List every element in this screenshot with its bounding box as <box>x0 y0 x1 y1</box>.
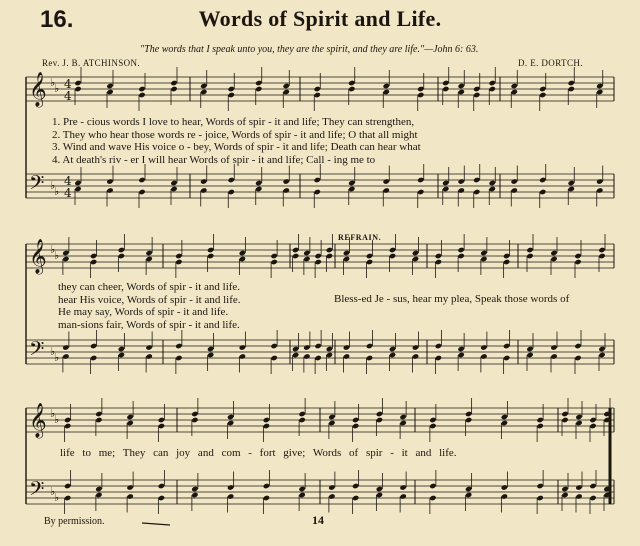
note-head <box>64 483 71 489</box>
note-head <box>352 483 359 489</box>
note-head <box>511 89 518 95</box>
hymn-title: Words of Spirit and Life. <box>198 6 442 31</box>
scripture-epigraph: "The words that I speak unto you, they are the spirit, and they are life."—John 6: 63. <box>140 44 479 55</box>
note-head <box>126 493 133 499</box>
time-signature: 4 <box>64 77 72 91</box>
note-head <box>568 186 575 192</box>
note-head <box>326 253 333 259</box>
note-head <box>511 83 518 89</box>
note-head <box>64 495 71 501</box>
note-head <box>574 259 581 265</box>
note-head <box>255 80 262 86</box>
note-head <box>228 177 235 183</box>
note-head <box>536 483 543 489</box>
note-head <box>106 187 113 193</box>
note-head <box>303 256 310 262</box>
note-head <box>435 253 442 259</box>
note-head <box>191 411 198 417</box>
note-head <box>526 346 533 352</box>
note-head <box>64 417 71 423</box>
note-head <box>598 346 605 352</box>
note-head <box>429 495 436 501</box>
note-head <box>255 180 262 186</box>
note-head <box>511 178 518 184</box>
note-head <box>145 256 152 262</box>
note-head <box>501 420 508 426</box>
note-head <box>526 352 533 358</box>
note-head <box>239 256 246 262</box>
note-head <box>429 423 436 429</box>
note-head <box>314 92 321 98</box>
note-head <box>536 495 543 501</box>
note-head <box>389 346 396 352</box>
note-head <box>95 411 102 417</box>
note-head <box>170 180 177 186</box>
note-head <box>158 483 165 489</box>
note-head <box>343 250 350 256</box>
note-head <box>598 352 605 358</box>
refrain-label: REFRAIN. <box>338 233 382 242</box>
hymn-number: 16. <box>40 6 74 33</box>
note-head <box>568 80 575 86</box>
note-head <box>376 486 383 492</box>
note-head <box>263 423 270 429</box>
note-head <box>239 344 246 350</box>
note-head <box>95 486 102 492</box>
bass-clef-icon: 𝄢 <box>29 171 45 199</box>
note-head <box>292 346 299 352</box>
note-head <box>568 86 575 92</box>
note-head <box>442 80 449 86</box>
note-head <box>200 178 207 184</box>
system3-lyric: life to me; They can joy and com - fort give; Words of spir - it and life. <box>60 447 457 459</box>
note-head <box>343 256 350 262</box>
note-head <box>489 86 496 92</box>
note-head <box>314 177 321 183</box>
note-head <box>596 178 603 184</box>
note-head <box>227 420 234 426</box>
note-head <box>539 177 546 183</box>
note-head <box>417 177 424 183</box>
flat-icon: ♭ <box>54 351 60 364</box>
note-head <box>170 186 177 192</box>
note-head <box>191 417 198 423</box>
note-head <box>596 83 603 89</box>
note-head <box>376 492 383 498</box>
footer-rule <box>142 523 170 525</box>
note-head <box>126 414 133 420</box>
note-head <box>90 259 97 265</box>
note-head <box>314 355 321 361</box>
note-head <box>489 80 496 86</box>
note-head <box>489 186 496 192</box>
page-number: 14 <box>312 513 324 527</box>
note-head <box>314 86 321 92</box>
note-head <box>526 247 533 253</box>
note-head <box>263 483 270 489</box>
note-head <box>138 177 145 183</box>
note-head <box>74 80 81 86</box>
note-head <box>145 353 152 359</box>
note-head <box>138 92 145 98</box>
note-head <box>511 187 518 193</box>
note-head <box>228 86 235 92</box>
note-head <box>366 253 373 259</box>
note-head <box>465 492 472 498</box>
note-head <box>126 420 133 426</box>
note-head <box>412 353 419 359</box>
note-head <box>314 343 321 349</box>
note-head <box>412 250 419 256</box>
note-head <box>561 417 568 423</box>
note-head <box>550 344 557 350</box>
permission-note: By permission. <box>44 516 105 527</box>
note-head <box>200 89 207 95</box>
note-head <box>352 423 359 429</box>
note-head <box>550 250 557 256</box>
note-head <box>270 253 277 259</box>
note-head <box>575 414 582 420</box>
note-head <box>348 186 355 192</box>
note-head <box>90 343 97 349</box>
note-head <box>383 187 390 193</box>
note-head <box>200 187 207 193</box>
note-head <box>298 417 305 423</box>
flat-icon: ♭ <box>50 407 56 420</box>
note-head <box>352 417 359 423</box>
note-head <box>175 343 182 349</box>
verse-4-line: man-sions fair, Words of spir - it and life. <box>58 318 240 331</box>
note-head <box>536 417 543 423</box>
note-head <box>303 353 310 359</box>
note-head <box>598 253 605 259</box>
note-head <box>191 486 198 492</box>
note-head <box>326 346 333 352</box>
note-head <box>429 417 436 423</box>
note-head <box>412 256 419 262</box>
note-head <box>95 417 102 423</box>
note-head <box>589 417 596 423</box>
note-head <box>207 346 214 352</box>
note-head <box>62 344 69 350</box>
note-head <box>399 414 406 420</box>
note-head <box>389 253 396 259</box>
note-head <box>138 189 145 195</box>
verse-2-line: 2. They who hear those words re - joice, Words of spir - it and life; O that all might <box>52 128 418 141</box>
note-head <box>501 414 508 420</box>
note-head <box>255 186 262 192</box>
note-head <box>366 343 373 349</box>
verse-4-line: 4. At death's riv - er I will hear Words of spir - it and life; Call - ing me to <box>52 153 376 166</box>
note-head <box>503 355 510 361</box>
note-head <box>458 187 465 193</box>
note-head <box>145 344 152 350</box>
note-head <box>270 355 277 361</box>
note-head <box>383 178 390 184</box>
note-head <box>366 355 373 361</box>
note-head <box>417 189 424 195</box>
note-head <box>263 495 270 501</box>
note-head <box>62 353 69 359</box>
system1-verses <box>52 116 421 166</box>
note-head <box>106 178 113 184</box>
note-head <box>314 259 321 265</box>
refrain-lyric: Bless-ed Je - sus, hear my plea, Speak those words of <box>334 293 570 305</box>
note-head <box>270 343 277 349</box>
note-head <box>561 411 568 417</box>
note-head <box>442 180 449 186</box>
note-head <box>326 247 333 253</box>
note-head <box>207 352 214 358</box>
note-head <box>95 492 102 498</box>
note-head <box>239 250 246 256</box>
note-head <box>465 417 472 423</box>
note-head <box>158 423 165 429</box>
time-signature: 4 <box>64 174 72 188</box>
flat-icon: ♭ <box>50 179 56 192</box>
note-head <box>389 247 396 253</box>
note-head <box>399 484 406 490</box>
note-head <box>589 483 596 489</box>
note-head <box>292 352 299 358</box>
note-head <box>480 344 487 350</box>
note-head <box>458 178 465 184</box>
note-head <box>589 423 596 429</box>
note-head <box>399 493 406 499</box>
note-head <box>465 486 472 492</box>
note-head <box>74 186 81 192</box>
note-head <box>138 86 145 92</box>
note-head <box>539 92 546 98</box>
note-head <box>383 89 390 95</box>
note-head <box>255 86 262 92</box>
treble-clef-icon: 𝄞 <box>29 72 47 107</box>
note-head <box>228 189 235 195</box>
note-head <box>207 247 214 253</box>
note-head <box>503 343 510 349</box>
note-head <box>126 484 133 490</box>
flat-icon: ♭ <box>54 491 60 504</box>
note-head <box>435 259 442 265</box>
note-head <box>298 492 305 498</box>
note-head <box>480 353 487 359</box>
note-head <box>191 492 198 498</box>
system2-verses <box>58 281 241 331</box>
note-head <box>383 83 390 89</box>
note-head <box>328 493 335 499</box>
note-head <box>145 250 152 256</box>
note-head <box>598 247 605 253</box>
note-head <box>283 83 290 89</box>
note-head <box>417 86 424 92</box>
treble-clef-icon: 𝄞 <box>29 403 47 438</box>
note-head <box>175 355 182 361</box>
note-head <box>539 86 546 92</box>
note-head <box>64 423 71 429</box>
note-head <box>501 484 508 490</box>
verse-2-line: hear His voice, Words of spir - it and life. <box>58 293 241 306</box>
note-head <box>376 417 383 423</box>
note-head <box>412 344 419 350</box>
note-head <box>458 89 465 95</box>
note-head <box>228 92 235 98</box>
lyricist-credit: Rev. J. B. ATCHINSON. <box>42 58 141 68</box>
time-signature: 4 <box>64 89 72 103</box>
note-head <box>62 256 69 262</box>
note-head <box>536 423 543 429</box>
note-head <box>568 180 575 186</box>
note-head <box>170 80 177 86</box>
note-head <box>575 420 582 426</box>
note-head <box>348 86 355 92</box>
note-head <box>575 493 582 499</box>
note-head <box>526 253 533 259</box>
note-head <box>465 411 472 417</box>
bass-clef-icon: 𝄢 <box>29 477 45 505</box>
time-signature: 4 <box>64 186 72 200</box>
note-head <box>539 189 546 195</box>
note-head <box>62 250 69 256</box>
note-head <box>303 250 310 256</box>
note-head <box>343 353 350 359</box>
bass-clef-icon: 𝄢 <box>29 337 45 365</box>
note-head <box>118 352 125 358</box>
flat-icon: ♭ <box>54 413 60 426</box>
note-head <box>457 253 464 259</box>
note-head <box>435 355 442 361</box>
note-head <box>227 493 234 499</box>
note-head <box>480 250 487 256</box>
flat-icon: ♭ <box>50 345 56 358</box>
note-head <box>503 259 510 265</box>
note-head <box>227 484 234 490</box>
flat-icon: ♭ <box>54 249 60 262</box>
note-head <box>227 414 234 420</box>
note-head <box>473 189 480 195</box>
note-head <box>292 253 299 259</box>
note-head <box>574 253 581 259</box>
note-head <box>303 344 310 350</box>
flat-icon: ♭ <box>54 185 60 198</box>
note-head <box>283 187 290 193</box>
note-head <box>74 86 81 92</box>
note-head <box>158 417 165 423</box>
note-head <box>118 247 125 253</box>
note-head <box>283 89 290 95</box>
note-head <box>118 346 125 352</box>
note-head <box>480 256 487 262</box>
note-head <box>74 180 81 186</box>
verse-3-line: He may say, Words of spir - it and life. <box>58 306 229 318</box>
note-head <box>417 92 424 98</box>
note-head <box>561 486 568 492</box>
note-head <box>435 343 442 349</box>
note-head <box>298 411 305 417</box>
note-head <box>352 495 359 501</box>
note-head <box>561 492 568 498</box>
note-head <box>328 414 335 420</box>
note-head <box>207 253 214 259</box>
note-head <box>343 344 350 350</box>
note-head <box>283 178 290 184</box>
note-head <box>158 495 165 501</box>
verse-1-line: 1. Pre - cious words I love to hear, Words of spir - it and life; They can strengthen, <box>52 116 415 128</box>
note-head <box>389 352 396 358</box>
note-head <box>270 259 277 265</box>
note-head <box>501 493 508 499</box>
note-head <box>473 92 480 98</box>
note-head <box>90 355 97 361</box>
note-head <box>328 420 335 426</box>
note-head <box>473 86 480 92</box>
note-head <box>200 83 207 89</box>
flat-icon: ♭ <box>54 82 60 95</box>
note-head <box>442 186 449 192</box>
note-head <box>473 177 480 183</box>
note-head <box>574 343 581 349</box>
note-head <box>457 352 464 358</box>
note-head <box>175 259 182 265</box>
note-head <box>366 259 373 265</box>
treble-clef-icon: 𝄞 <box>29 239 47 274</box>
note-head <box>348 80 355 86</box>
note-head <box>292 247 299 253</box>
flat-icon: ♭ <box>50 76 56 89</box>
flat-icon: ♭ <box>50 485 56 498</box>
note-head <box>503 253 510 259</box>
note-head <box>457 247 464 253</box>
note-head <box>596 187 603 193</box>
note-head <box>575 484 582 490</box>
note-head <box>457 346 464 352</box>
note-head <box>239 353 246 359</box>
note-head <box>550 256 557 262</box>
note-head <box>574 355 581 361</box>
note-head <box>328 484 335 490</box>
note-head <box>458 83 465 89</box>
note-head <box>170 86 177 92</box>
note-head <box>314 189 321 195</box>
note-head <box>376 411 383 417</box>
note-head <box>550 353 557 359</box>
note-head <box>298 486 305 492</box>
note-head <box>399 420 406 426</box>
note-head <box>263 417 270 423</box>
note-head <box>596 89 603 95</box>
note-head <box>106 89 113 95</box>
note-head <box>326 352 333 358</box>
note-head <box>106 83 113 89</box>
note-head <box>118 253 125 259</box>
note-head <box>429 483 436 489</box>
note-head <box>314 253 321 259</box>
note-head <box>175 253 182 259</box>
note-head <box>442 86 449 92</box>
verse-1-line: they can cheer, Words of spir - it and life. <box>58 281 241 293</box>
composer-credit: D. E. DORTCH. <box>518 58 583 68</box>
verse-3-line: 3. Wind and wave His voice o - bey, Words of spir - it and life; Death can hear what <box>52 141 421 153</box>
flat-icon: ♭ <box>50 243 56 256</box>
note-head <box>90 253 97 259</box>
note-head <box>589 495 596 501</box>
note-head <box>489 180 496 186</box>
note-head <box>348 180 355 186</box>
